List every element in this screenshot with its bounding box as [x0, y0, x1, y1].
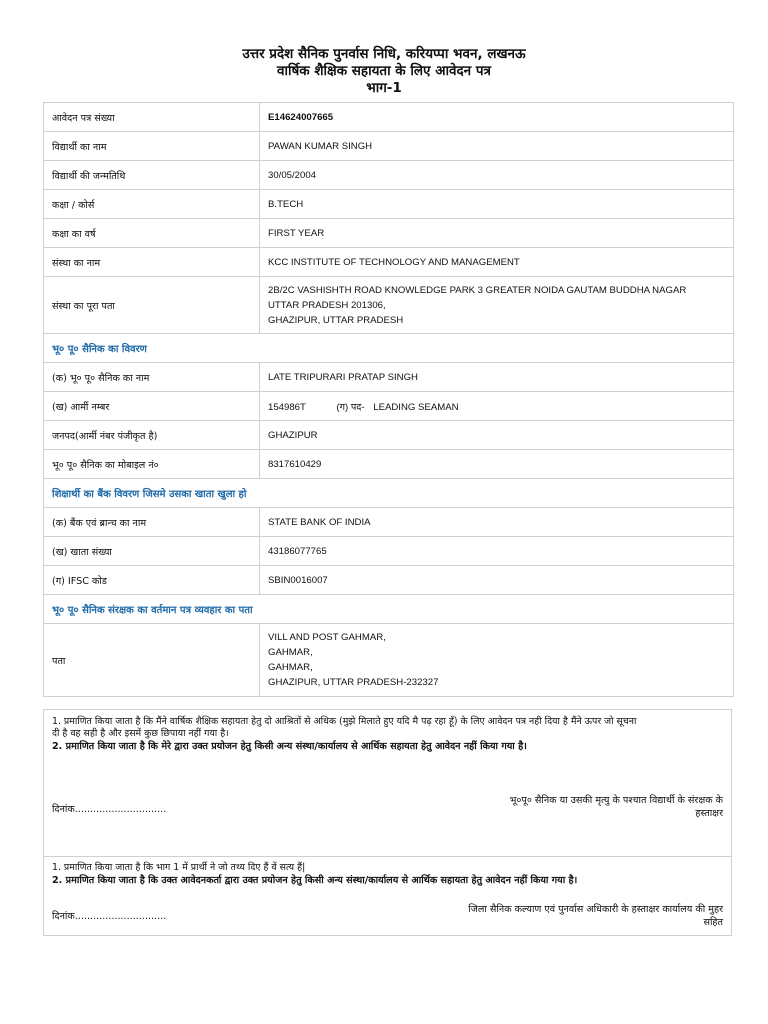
course-value: B.TECH [260, 190, 734, 219]
table-row [44, 537, 734, 566]
post-label: (ग) पद- [336, 401, 365, 413]
table-row [44, 277, 734, 334]
table-row [44, 624, 734, 697]
mobile-value: 8317610429 [260, 450, 734, 479]
table-row [44, 450, 734, 479]
form-title: वार्षिक शैक्षिक सहायता के लिए आवेदन पत्र [277, 63, 491, 79]
signature-line: भू०पू० सैनिक या उसकी मृत्यु के पश्चात विद्यार्थी के संरक्षक के [509, 795, 723, 806]
address-line: UTTAR PRADESH 201306, [268, 299, 386, 311]
application-form-table [43, 102, 734, 697]
bank-name-value: STATE BANK OF INDIA [260, 508, 734, 537]
district-label: जनपद(आर्मी नंबर पंजीकृत है) [44, 421, 260, 450]
account-number-value: 43186077765 [260, 537, 734, 566]
guardian-address-label: पता [44, 624, 260, 697]
address-line: GAHMAR, [268, 662, 313, 673]
application-number-label: आवेदन पत्र संख्या [44, 103, 260, 132]
army-number-value: 154986T [268, 401, 306, 413]
address-line: GHAZIPUR, UTTAR PRADESH-232327 [268, 677, 439, 688]
course-label: कक्षा / कोर्स [44, 190, 260, 219]
course-year-value: FIRST YEAR [260, 219, 734, 248]
form-header [0, 46, 768, 97]
ifsc-value: SBIN0016007 [260, 566, 734, 595]
declaration-text-2: 2. प्रमाणित किया जाता है कि मेरे द्वारा उक्त प्रयोजन हेतु किसी अन्य संस्था/कार्यालय से आर्थिक सहायता हेतु आवेदन नहीं किया गया है। [52, 741, 527, 752]
post-value: LEADING SEAMAN [373, 401, 459, 413]
application-number-value: E14624007665 [260, 103, 734, 132]
organization-title: उत्तर प्रदेश सैनिक पुनर्वास निधि, करियप्पा भवन, लखनऊ [242, 46, 526, 62]
table-row [44, 103, 734, 132]
guardian-address-value [260, 624, 734, 697]
student-dob-label: विद्यार्थी की जन्मतिथि [44, 161, 260, 190]
declaration-text-1a: 1. प्रमाणित किया जाता है कि मैंने वार्षिक शैक्षिक सहायता हेतु दो आश्रितों से अधिक (मुझे मिलाते हुए यदि मै पढ़ रहा हूँ) के लिए आवेदन पत्र नही दिया है मैंने ऊपर जो सूचना [52, 716, 637, 727]
officer-date-field: दिनांक.............................. [52, 911, 167, 922]
declaration-text-1b: दी है वह सही है और इसमें कुछ छिपाया नहीं गया है। [52, 728, 229, 739]
mobile-label: भू० पू० सैनिक का मोबाइल नं० [44, 450, 260, 479]
bank-name-label: (क) बैंक एवं ब्रान्च का नाम [44, 508, 260, 537]
part-title: भाग-1 [366, 80, 402, 96]
table-row [44, 508, 734, 537]
applicant-declaration-box [43, 709, 732, 857]
ex-soldier-name-label: (क) भू० पू० सैनिक का नाम [44, 363, 260, 392]
applicant-date-field: दिनांक.............................. [52, 804, 167, 815]
officer-certification-box [43, 856, 732, 936]
guardian-address-section-title: भू० पू० सैनिक संरक्षक का वर्तमान पत्र व्यवहार का पता [44, 595, 734, 624]
institute-name-label: संस्था का नाम [44, 248, 260, 277]
signature-line: सहित [703, 917, 723, 928]
table-row [44, 421, 734, 450]
ex-soldier-section-title: भू० पू० सैनिक का विवरण [44, 334, 734, 363]
table-row [44, 132, 734, 161]
table-row [44, 190, 734, 219]
account-number-label: (ख) खाता संख्या [44, 537, 260, 566]
address-line: GAHMAR, [268, 647, 313, 658]
table-row [44, 248, 734, 277]
address-line: GHAZIPUR, UTTAR PRADESH [268, 314, 404, 326]
student-name-value: PAWAN KUMAR SINGH [260, 132, 734, 161]
institute-address-value [260, 277, 734, 334]
section-header-row [44, 334, 734, 363]
table-row [44, 219, 734, 248]
signature-line: जिला सैनिक कल्याण एवं पुनर्वास अधिकारी के हस्ताक्षर कार्यालय की मुहर [468, 904, 723, 915]
certification-text-2: 2. प्रमाणित किया जाता है कि उक्त आवेदनकर्ता द्वारा उक्त प्रयोजन हेतु किसी अन्य संस्था/कार्यालय से आर्थिक सहायता हेतु आवेदन नहीं किया गया है। [52, 875, 578, 886]
section-header-row [44, 595, 734, 624]
applicant-signature-label [423, 794, 723, 820]
institute-address-label: संस्था का पूरा पता [44, 277, 260, 334]
officer-signature-label [393, 903, 723, 929]
table-row [44, 363, 734, 392]
section-header-row [44, 479, 734, 508]
student-name-label: विद्यार्थी का नाम [44, 132, 260, 161]
institute-name-value: KCC INSTITUTE OF TECHNOLOGY AND MANAGEMENT [260, 248, 734, 277]
address-line: 2B/2C VASHISHTH ROAD KNOWLEDGE PARK 3 GREATER NOIDA GAUTAM BUDDHA NAGAR [268, 284, 687, 296]
address-line: VILL AND POST GAHMAR, [268, 632, 386, 643]
course-year-label: कक्षा का वर्ष [44, 219, 260, 248]
district-value: GHAZIPUR [260, 421, 734, 450]
ex-soldier-name-value: LATE TRIPURARI PRATAP SINGH [260, 363, 734, 392]
student-dob-value: 30/05/2004 [260, 161, 734, 190]
army-number-cell [260, 392, 734, 421]
bank-section-title: शिक्षार्थी का बैंक विवरण जिसमे उसका खाता खुला हो [44, 479, 734, 508]
ifsc-label: (ग) IFSC कोड [44, 566, 260, 595]
table-row [44, 161, 734, 190]
army-number-label: (ख) आर्मी नम्बर [44, 392, 260, 421]
certification-text-1: 1. प्रमाणित किया जाता है कि भाग 1 में प्रार्थी ने जो तथ्य दिए हैं वें सत्य हैं| [52, 862, 306, 873]
table-row [44, 392, 734, 421]
table-row [44, 566, 734, 595]
signature-line: हस्ताक्षर [695, 808, 723, 819]
